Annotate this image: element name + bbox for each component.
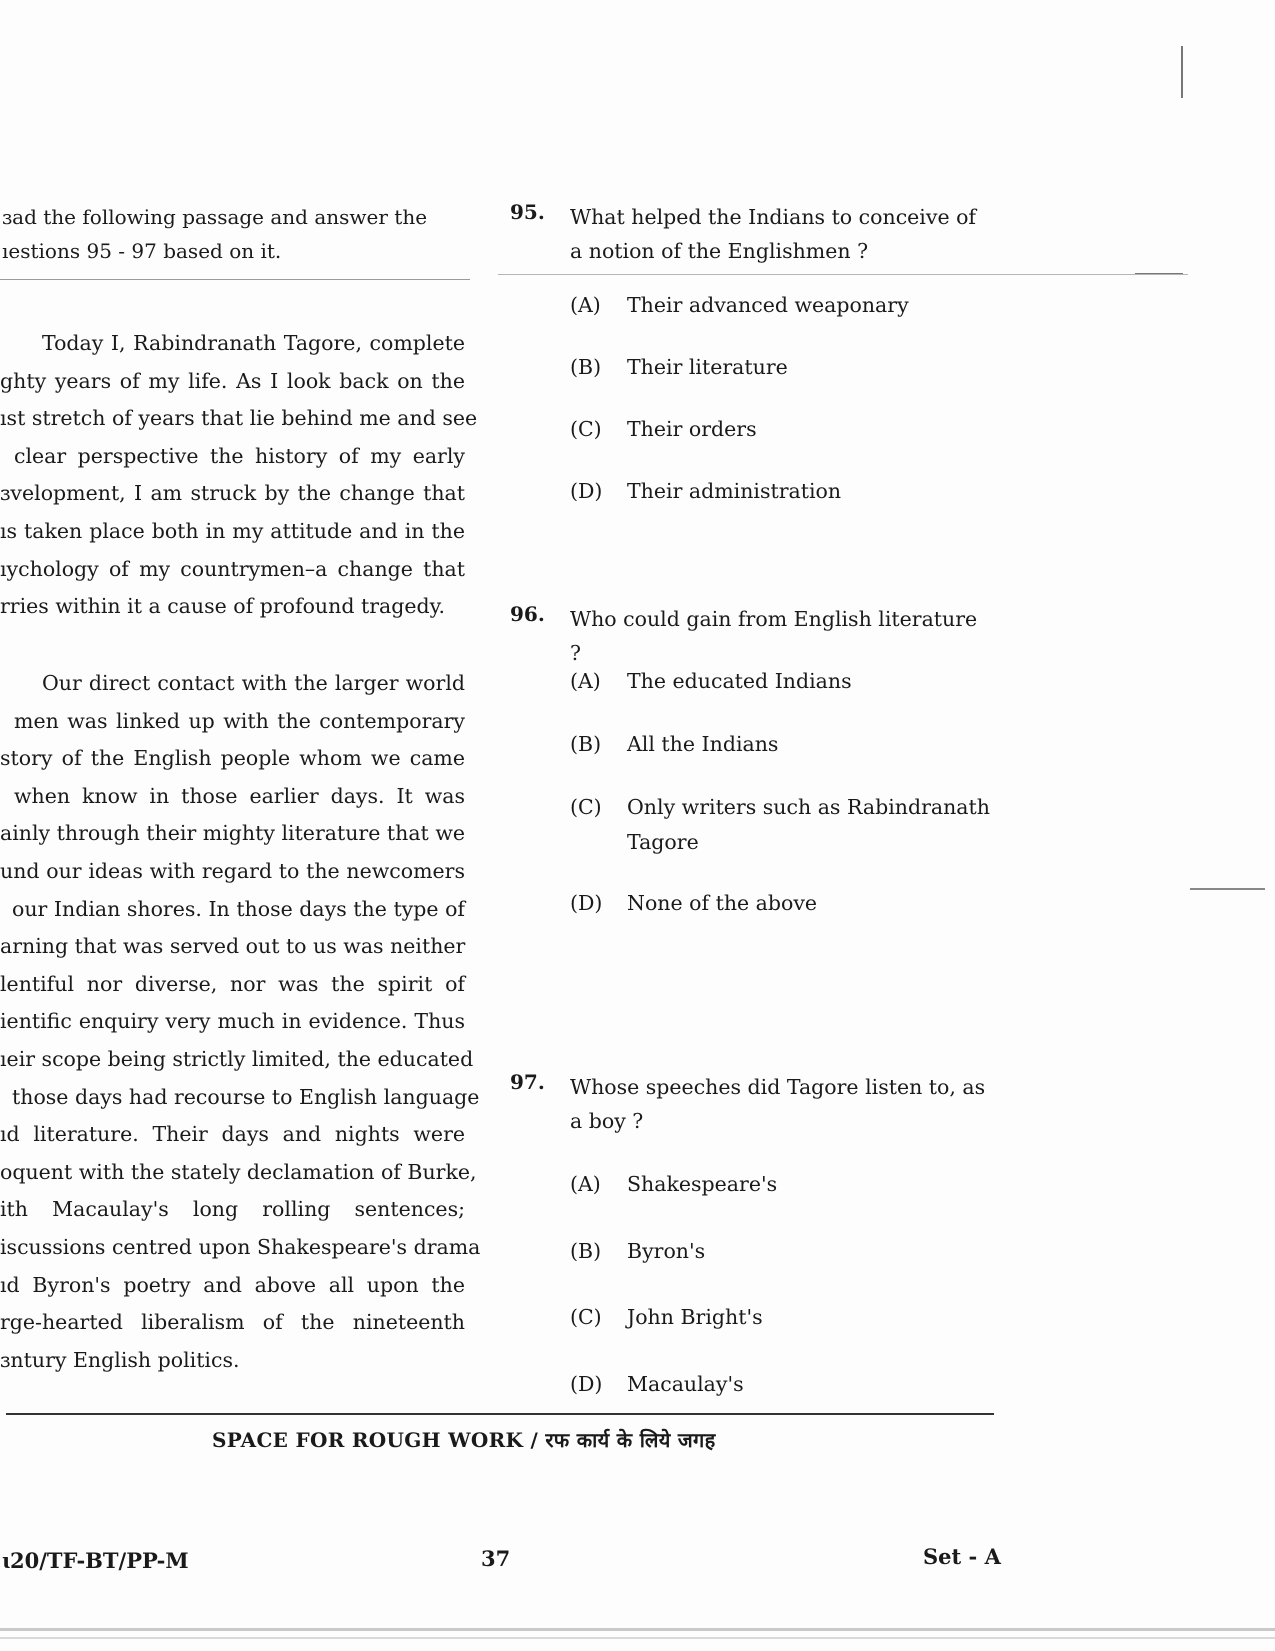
option-letter: (B): [570, 1239, 602, 1263]
question-number: 96.: [510, 602, 545, 626]
divider: [0, 279, 470, 280]
passage-line: ıychology of my countrymen–a change that: [0, 556, 465, 581]
option-letter: (D): [570, 479, 603, 503]
scan-edge: [0, 1637, 1275, 1639]
option-letter: (D): [570, 1372, 603, 1396]
option-text: Byron's: [627, 1239, 706, 1263]
option-letter: (A): [570, 1172, 601, 1196]
option-letter: (B): [570, 355, 602, 379]
passage-line: ıeir scope being strictly limited, the educated: [0, 1046, 474, 1071]
passage-line: arning that was served out to us was neither: [0, 934, 466, 959]
passage-paragraph-2: [0, 665, 481, 1379]
scan-edge: [0, 1628, 1275, 1631]
instruction-line: ɜad the following passage and answer the: [2, 205, 428, 229]
question-number: 97.: [510, 1070, 545, 1094]
option-letter: (A): [570, 669, 601, 693]
page-number: 37: [481, 1546, 511, 1571]
passage-paragraph-1: [0, 325, 478, 626]
passage-line: ientific enquiry very much in evidence. Thus: [0, 1009, 465, 1034]
passage-line: rries within it a cause of profound tragedy.: [0, 594, 445, 619]
passage-line: ıd Byron's poetry and above all upon the: [0, 1272, 465, 1297]
passage-line: ainly through their mighty literature that we: [0, 821, 465, 846]
scan-mark: [1190, 888, 1265, 890]
passage-line: ıst stretch of years that lie behind me and see: [0, 406, 478, 431]
option-text: Only writers such as Rabindranath Tagore: [627, 795, 990, 854]
option-text: John Bright's: [627, 1305, 763, 1329]
option-letter: (C): [570, 795, 602, 819]
set-label: Set - A: [923, 1544, 1001, 1569]
divider: [6, 1413, 994, 1415]
option-text: Their literature: [627, 355, 788, 379]
question-number: 95.: [510, 200, 545, 224]
passage-line: rge-hearted liberalism of the nineteenth: [0, 1310, 465, 1335]
passage-line: ith Macaulay's long rolling sentences;: [0, 1197, 465, 1222]
passage-line: ghty years of my life. As I look back on the: [0, 368, 465, 393]
passage-line: ɜntury English politics.: [0, 1347, 240, 1372]
option-text: Their orders: [627, 417, 757, 441]
paper-code: ɩ20/TF-BT/PP-M: [2, 1548, 189, 1573]
passage-line: Our direct contact with the larger world: [42, 671, 465, 695]
instruction-line: ıestions 95 - 97 based on it.: [2, 239, 282, 263]
scan-mark: [1181, 46, 1183, 98]
passage-line: story of the English people whom we came: [0, 746, 465, 771]
question-text: Who could gain from English literature ?: [570, 607, 978, 665]
passage-line: Today I, Rabindranath Tagore, complete: [42, 331, 465, 355]
passage-line: iscussions centred upon Shakespeare's drama: [0, 1234, 481, 1259]
passage-line: und our ideas with regard to the newcomers: [0, 858, 465, 883]
passage-line: ɜvelopment, I am struck by the change that: [0, 481, 465, 506]
question-text: What helped the Indians to conceive of a notion of the Englishmen ?: [570, 205, 977, 263]
option-letter: (B): [570, 732, 602, 756]
option-letter: (C): [570, 417, 602, 441]
option-text: None of the above: [627, 891, 818, 915]
option-letter: (C): [570, 1305, 602, 1329]
passage-column: [0, 200, 481, 1372]
passage-line: those days had recourse to English language: [12, 1084, 480, 1109]
passage-line: when know in those earlier days. It was: [14, 783, 465, 808]
passage-line: lentiful nor diverse, nor was the spirit of: [0, 971, 465, 996]
passage-line: ıs taken place both in my attitude and in the: [0, 518, 465, 543]
option-letter: (A): [570, 293, 601, 317]
passage-line: clear perspective the history of my early: [14, 443, 465, 468]
option-text: Macaulay's: [627, 1372, 744, 1396]
passage-instructions: [0, 200, 465, 268]
option-text: All the Indians: [627, 732, 779, 756]
option-letter: (D): [570, 891, 603, 915]
passage-line: ıd literature. Their days and nights were: [0, 1122, 465, 1147]
divider: [498, 274, 1188, 275]
option-text: The educated Indians: [627, 669, 852, 693]
option-text: Shakespeare's: [627, 1172, 778, 1196]
option-text: Their advanced weaponary: [627, 293, 909, 317]
passage-line: oquent with the stately declamation of Burke,: [0, 1159, 477, 1184]
option-text: Their administration: [627, 479, 842, 503]
passage-line: men was linked up with the contemporary: [14, 708, 465, 733]
question-text: Whose speeches did Tagore listen to, as a boy ?: [570, 1075, 986, 1133]
rough-work-label: SPACE FOR ROUGH WORK / रफ कार्य के लिये जगह: [212, 1428, 716, 1452]
passage-line: our Indian shores. In those days the type of: [12, 896, 465, 921]
